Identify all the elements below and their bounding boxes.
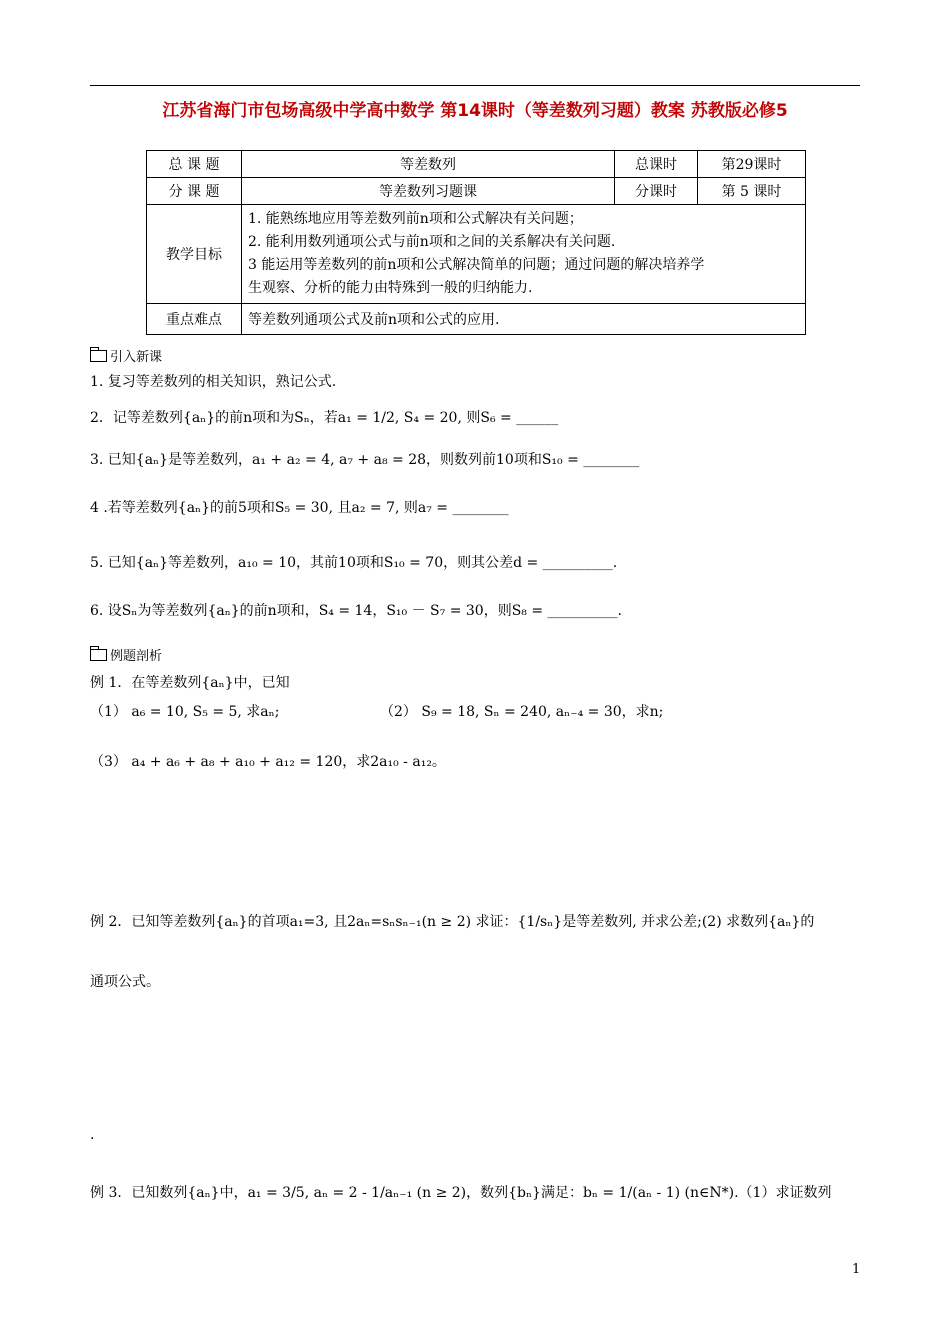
lesson-plan-table bbox=[146, 150, 806, 335]
example-1-part-1: （1） a₆ = 10, S₅ = 5, 求aₙ; bbox=[90, 704, 280, 720]
page-number: 1 bbox=[852, 1262, 861, 1277]
cell-value: 第29课时 bbox=[698, 151, 806, 178]
cell-label: 重点难点 bbox=[147, 304, 242, 335]
example-1-part-2: （2） S₉ = 18, Sₙ = 240, aₙ₋₄ = 30，求n; bbox=[380, 704, 664, 720]
cell-label: 分课时 bbox=[615, 178, 698, 205]
folder-icon bbox=[90, 649, 107, 661]
cell-label: 分 课 题 bbox=[147, 178, 242, 205]
goal-item: 生观察、分析的能力由特殊到一般的归纳能力. bbox=[248, 280, 533, 296]
cell-value: 等差数列 bbox=[242, 151, 615, 178]
cell-value: 等差数列习题课 bbox=[242, 178, 615, 205]
table-row bbox=[147, 205, 806, 304]
table-row bbox=[147, 178, 806, 205]
cell-label: 总 课 题 bbox=[147, 151, 242, 178]
example-2-line-2: 通项公式。 bbox=[90, 974, 160, 990]
cell-label: 教学目标 bbox=[147, 205, 242, 304]
table-row bbox=[147, 151, 806, 178]
goal-item: 3 能运用等差数列的前n项和公式解决简单的问题；通过问题的解决培养学 bbox=[248, 257, 705, 273]
section-heading-intro: 引入新课 bbox=[90, 348, 862, 368]
goals-cell bbox=[242, 205, 806, 304]
intro-item-6: 6. 设Sₙ为等差数列{aₙ}的前n项和，S₄ = 14，S₁₀ － S₇ = 30，则S₈ = __________. bbox=[90, 603, 622, 619]
document-title: 江苏省海门市包场高级中学高中数学 第14课时（等差数列习题）教案 苏教版必修5 bbox=[162, 101, 788, 121]
header-rule bbox=[90, 85, 860, 86]
cell-value: 第 5 课时 bbox=[698, 178, 806, 205]
intro-item-5: 5. 已知{aₙ}等差数列，a₁₀ = 10，其前10项和S₁₀ = 70，则其公差d = __________. bbox=[90, 555, 618, 571]
stray-dot: . bbox=[90, 1127, 95, 1143]
example-2-line-1: 例 2．已知等差数列{aₙ}的首项a₁=3, 且2aₙ=sₙsₙ₋₁(n ≥ 2) 求证：{1/sₙ}是等差数列, 并求公差;(2) 求数列{aₙ}的 bbox=[90, 914, 815, 930]
example-1-part-3: （3） a₄ + a₆ + a₈ + a₁₀ + a₁₂ = 120，求2a₁₀ - a₁₂。 bbox=[90, 754, 446, 770]
cell-label: 总课时 bbox=[615, 151, 698, 178]
section-heading-examples: 例题剖析 bbox=[90, 647, 862, 667]
example-3-line: 例 3．已知数列{aₙ}中，a₁ = 3/5, aₙ = 2 - 1/aₙ₋₁ (n ≥ 2)，数列{bₙ}满足：bₙ = 1/(aₙ - 1) (n∈N*).（1）求证数列 bbox=[90, 1185, 832, 1201]
cell-value: 等差数列通项公式及前n项和公式的应用. bbox=[242, 304, 806, 335]
intro-item-1: 1. 复习等差数列的相关知识，熟记公式. bbox=[90, 374, 337, 390]
intro-item-2: 2．记等差数列{aₙ}的前n项和为Sₙ，若a₁ = 1/2, S₄ = 20, 则S₆ = ______ bbox=[90, 410, 559, 426]
folder-icon bbox=[90, 350, 107, 362]
goal-item: 1. 能熟练地应用等差数列前n项和公式解决有关问题； bbox=[248, 211, 583, 227]
intro-item-3: 3. 已知{aₙ}是等差数列，a₁ + a₂ = 4, a₇ + a₈ = 28，则数列前10项和S₁₀ = ________ bbox=[90, 452, 640, 468]
example-1-intro: 例 1．在等差数列{aₙ}中，已知 bbox=[90, 675, 290, 691]
table-row bbox=[147, 304, 806, 335]
intro-item-4: 4 .若等差数列{aₙ}的前5项和S₅ = 30, 且a₂ = 7, 则a₇ = ________ bbox=[90, 500, 509, 516]
goal-item: 2. 能利用数列通项公式与前n项和之间的关系解决有关问题. bbox=[248, 234, 616, 250]
